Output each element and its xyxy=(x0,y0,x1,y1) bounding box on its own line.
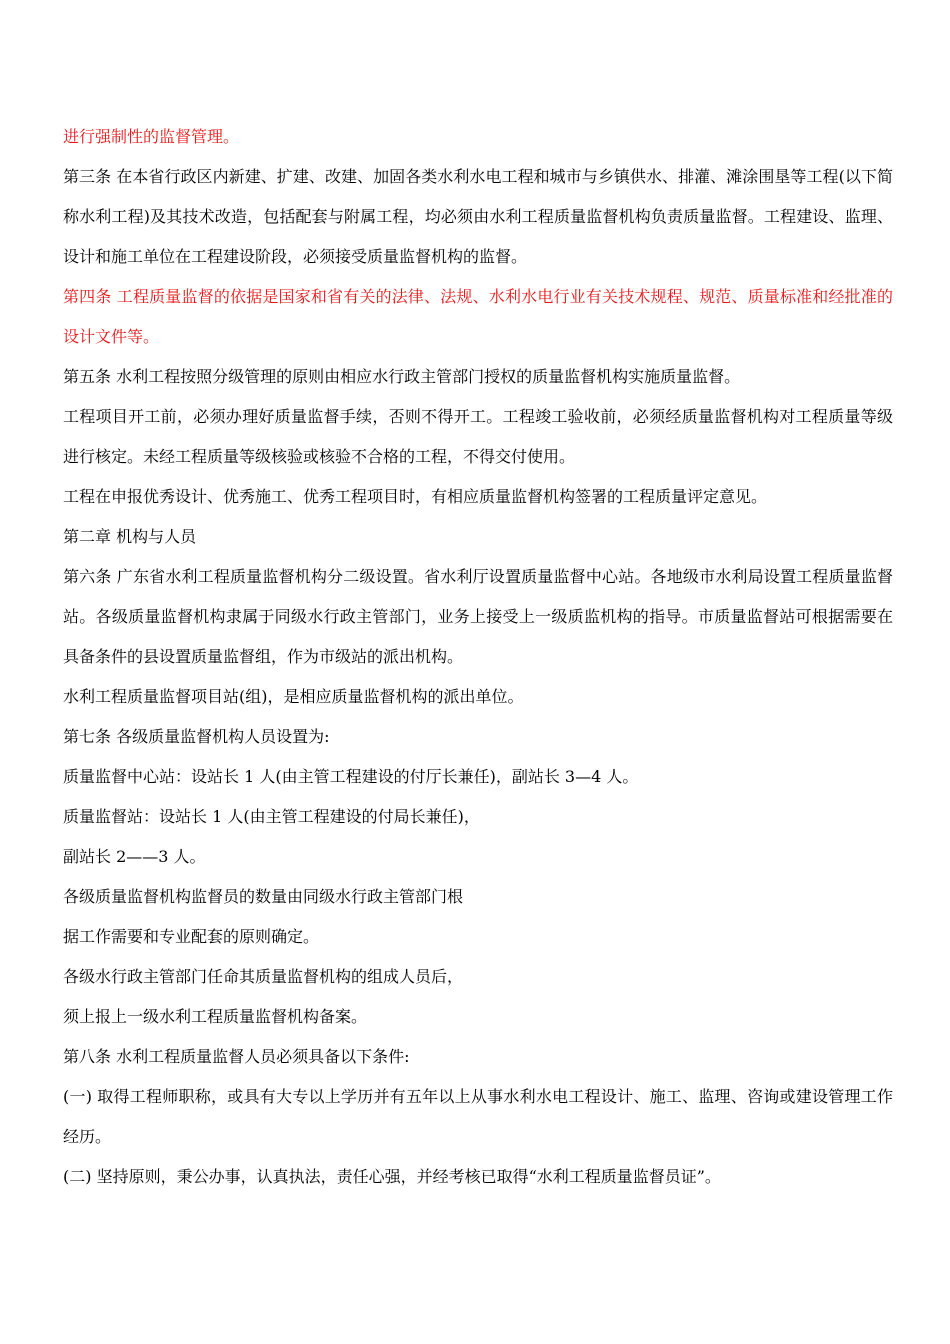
paragraph-supervisor-count-cont: 据工作需要和专业配套的原则确定。 xyxy=(63,927,320,946)
paragraph-article7: 第七条 各级质量监督机构人员设置为: xyxy=(63,727,330,746)
paragraph-supervisor-count: 各级质量监督机构监督员的数量由同级水行政主管部门根 xyxy=(63,887,464,906)
document-body xyxy=(63,117,893,1197)
paragraph-construction-start: 工程项目开工前，必须办理好质量监督手续，否则不得开工。工程竣工验收前，必须经质量监督机构对工程质量等级进行核定。未经工程质量等级核验或核验不合格的工程，不得交付使用。 xyxy=(63,407,893,466)
paragraph-article8: 第八条 水利工程质量监督人员必须具备以下条件: xyxy=(63,1047,410,1066)
paragraph-condition-2: (二) 坚持原则，秉公办事，认真执法，责任心强，并经考核已取得“水利工程质量监督员证”。 xyxy=(63,1167,721,1186)
paragraph-appointment-cont: 须上报上一级水利工程质量监督机构备案。 xyxy=(63,1007,368,1026)
paragraph-condition-1: (一) 取得工程师职称，或具有大专以上学历并有五年以上从事水利水电工程设计、施工、监理、咨询或建设管理工作经历。 xyxy=(63,1087,893,1146)
paragraph-deputy: 副站长 2——3 人。 xyxy=(63,847,206,866)
paragraph-station: 质量监督站：设站长 1 人(由主管工程建设的付局长兼任)， xyxy=(63,807,480,826)
paragraph-article4: 第四条 工程质量监督的依据是国家和省有关的法律、法规、水利水电行业有关技术规程、规范、质量标准和经批准的设计文件等。 xyxy=(63,287,893,346)
paragraph-project-station: 水利工程质量监督项目站(组)，是相应质量监督机构的派出单位。 xyxy=(63,687,524,706)
chapter-heading: 第二章 机构与人员 xyxy=(63,527,197,546)
paragraph-article5: 第五条 水利工程按照分级管理的原则由相应水行政主管部门授权的质量监督机构实施质量监督。 xyxy=(63,367,741,386)
paragraph-article6: 第六条 广东省水利工程质量监督机构分二级设置。省水利厅设置质量监督中心站。各地级市水利局设置工程质量监督站。各级质量监督机构隶属于同级水行政主管部门，业务上接受上一级质监机构的指导。市质量监督站可根据需要在具备条件的县设置质量监督组，作为市级站的派出机构。 xyxy=(63,567,893,666)
paragraph-appointment: 各级水行政主管部门任命其质量监督机构的组成人员后， xyxy=(63,967,464,986)
paragraph-excellence-application: 工程在申报优秀设计、优秀施工、优秀工程项目时，有相应质量监督机构签署的工程质量评定意见。 xyxy=(63,487,768,506)
paragraph-center-station: 质量监督中心站：设站长 1 人(由主管工程建设的付厅长兼任)，副站长 3—4 人。 xyxy=(63,767,639,786)
paragraph-article2-continuation: 进行强制性的监督管理。 xyxy=(63,127,240,146)
paragraph-article3: 第三条 在本省行政区内新建、扩建、改建、加固各类水利水电工程和城市与乡镇供水、排灌、滩涂围垦等工程(以下简称水利工程)及其技术改造，包括配套与附属工程，均必须由水利工程质量监督机构负责质量监督。工程建设、监理、设计和施工单位在工程建设阶段，必须接受质量监督机构的监督。 xyxy=(63,167,893,266)
